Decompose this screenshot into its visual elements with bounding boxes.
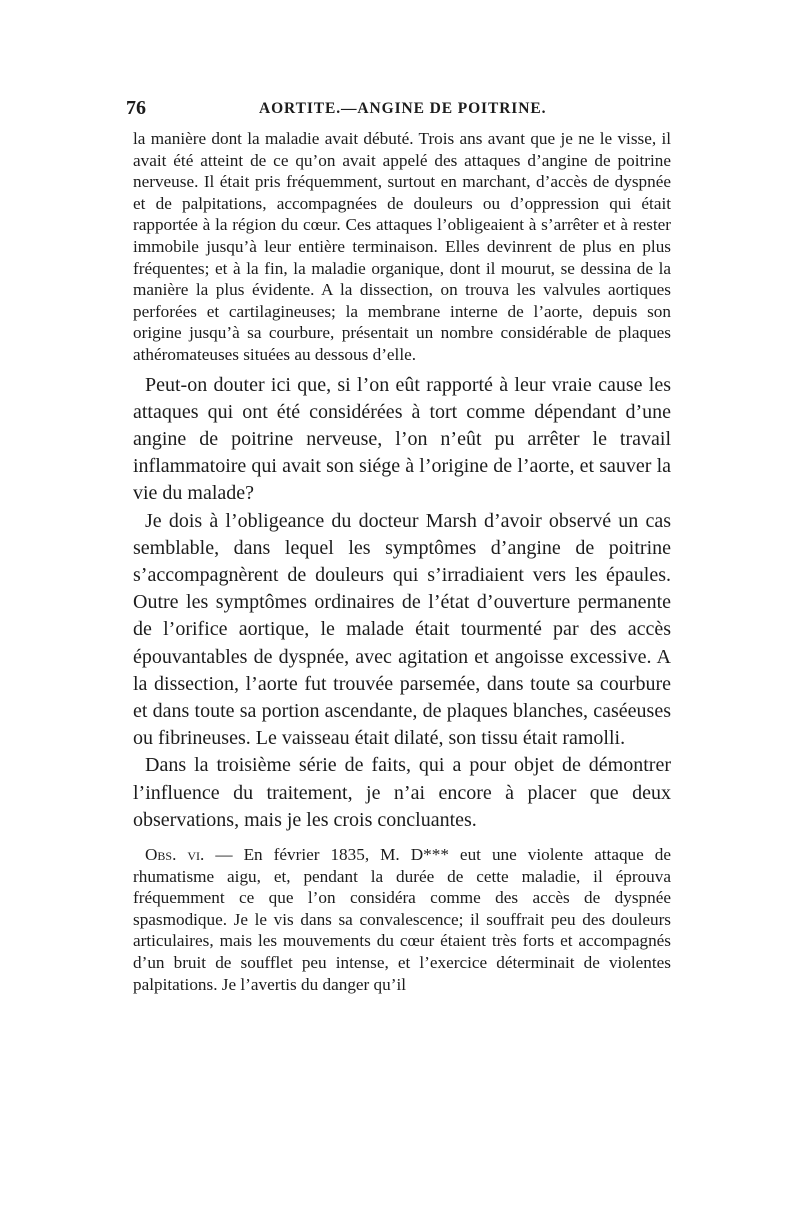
- paragraph-third-series: Dans la troisième série de faits, qui a pour objet de démontrer l’influence du traitement, je n’ai encore à placer que deux observations, mais je les crois concluantes.: [133, 754, 671, 831]
- paragraph-marsh-case: Je dois à l’obligeance du docteur Marsh d’avoir observé un cas semblable, dans lequel les symptômes d’angine de poitrine s’accompagnèrent de douleurs qui s’irradiaient vers les épaules. Outre les symptômes ordinaires de l’état d’ouverture permanente de l’orifice aortique, le malade était tourmenté par des accès épouvantables de dyspnée, avec agitation et angoisse excessive. A la dissection, l’aorte fut trouvée parsemée, dans toute sa courbure et dans toute sa portion ascendante, de plaques blanches, caséeuses ou fibrineuses. Le vaisseau était dilaté, son tissu était ramolli.: [133, 509, 671, 750]
- paragraph-question: Peut-on douter ici que, si l’on eût rapporté à leur vraie cause les attaques qui ont été considérées à tort comme dépendant d’une angine de poitrine nerveuse, l’on n’eût pu arrêter le travail inflammatoire qui avait son siége à l’origine de l’aorte, et sauver la vie du malade?: [133, 373, 671, 505]
- observation-label: Obs. vi.: [145, 844, 205, 864]
- page-number: 76: [126, 97, 146, 119]
- observation-paragraph: [133, 844, 671, 995]
- page-header: [124, 97, 674, 123]
- observation-text: — En février 1835, M. D*** eut une violente attaque de rhumatisme aigu, et, pendant la durée de cette maladie, il éprouva fréquemment ce que l’on considéra comme des accès de dyspnée spasmodique. Je le vis dans sa convalescence; il souffrait peu des douleurs articulaires, mais les mouvements du cœur étaient très forts et accompagnés d’un bruit de soufflet peu intense, et l’exercice déterminait de violentes palpitations. Je l’avertis du danger qu’il: [133, 844, 671, 994]
- body-text: [133, 128, 671, 995]
- paragraph-continuation: la manière dont la maladie avait débuté. Trois ans avant que je ne le visse, il avait été atteint de ce qu’on avait appelé des attaques d’angine de poitrine nerveuse. Il était pris fréquemment, surtout en marchant, d’accès de dyspnée et de palpitations, accompagnées de douleurs ou d’oppression qui était rapportée à la région du cœur. Ces attaques l’obligeaient à s’arrêter et à rester immobile jusqu’à leur entière terminaison. Elles devinrent de plus en plus fréquentes; et à la fin, la maladie organique, dont il mourut, se dessina de la manière la plus évidente. A la dissection, on trouva les valvules aortiques perforées et cartilagineuses; la membrane interne de l’aorte, depuis son origine jusqu’à sa courbure, présentait un nombre considérable de plaques athéromateuses situées au dessous d’elle.: [133, 129, 671, 364]
- running-title: AORTITE.—ANGINE DE POITRINE.: [259, 100, 547, 117]
